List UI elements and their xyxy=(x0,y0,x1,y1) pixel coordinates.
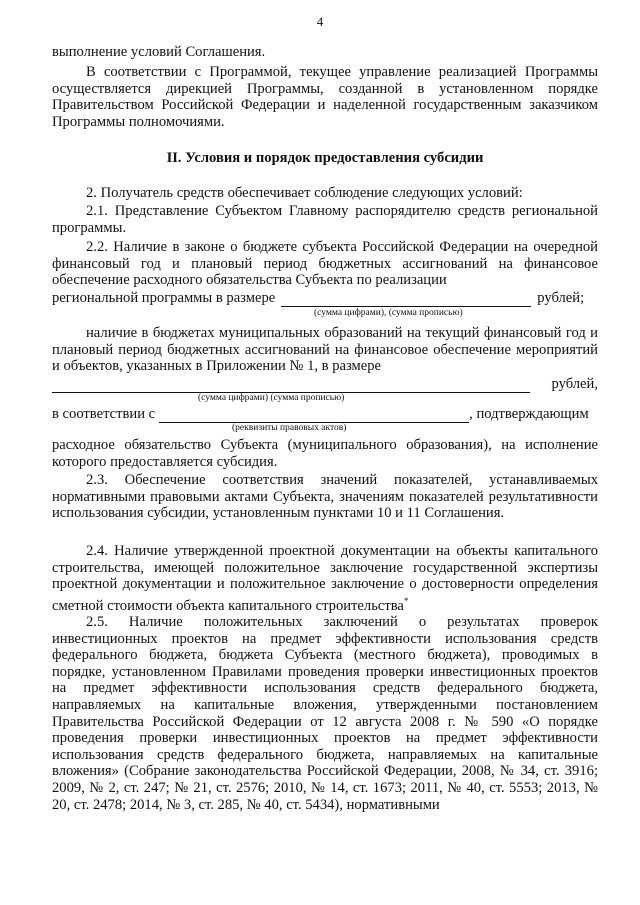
paragraph-2-2: 2.2. Наличие в законе о бюджете субъекта Российской Федерации на очередной финансовый год и плановый период бюджетных ассигнований на финансовое обеспечение расходного обязательства Субъекта по реализации xyxy=(52,239,598,289)
paragraph-2-4-text: 2.4. Наличие утвержденной проектной документации на объекты капитального строительства, имеющей положительное заключение государственной экспертизы проектной документации и положительное заключение о достоверности определения сметной стоимости объекта капитального строительства xyxy=(52,543,598,614)
legal-acts-row xyxy=(52,406,598,423)
page-number: 4 xyxy=(316,14,324,29)
paragraph-2-5: 2.5. Наличие положительных заключений о результатах проверок инвестиционных проектов на предмет эффективности использования средств федерального бюджета, бюджета Субъекта (местного бюджета), проводимых в порядке, установленном Правилами проведения проверки инвестиционных проектов на предмет эффективности использования средств федерального бюджета, направляемых на капитальные вложения, утвержденными постановлением Правительства Российской Федерации от 12 августа 2008 г. № 590 «О порядке проведения проверки инвестиционных проектов на предмет эффективности использования средств федерального бюджета, направляемых на капитальные вложения» (Собрание законодательства Российской Федерации, 2008, № 34, ст. 3916; 2009, № 2, ст. 247; № 21, ст. 2576; 2010, № 14, ст. 1673; 2011, № 40, ст. 5553; 2013, № 20, ст. 2478; 2014, № 3, ст. 285, № 40, ст. 5434), нормативными xyxy=(52,614,598,813)
caption-legal-acts: (реквизиты правовых актов) xyxy=(232,423,347,433)
paragraph-expenditure-obligation: расходное обязательство Субъекта (муниципального образования), на исполнение которого предоставляется субсидия. xyxy=(52,437,598,470)
paragraph-fulfillment: выполнение условий Соглашения. xyxy=(52,44,266,60)
paragraph-municipal-budgets: наличие в бюджетах муниципальных образований на текущий финансовый год и плановый период бюджетных ассигнований на финансовое обеспечение мероприятий и объектов, указанных в Приложении № 1, в размере xyxy=(52,325,598,375)
amount-row-1-suffix: рублей; xyxy=(537,290,585,306)
amount-blank-2[interactable] xyxy=(52,380,530,393)
section-heading: II. Условия и порядок предоставления субсидии xyxy=(166,150,484,166)
amount-row-1 xyxy=(52,290,598,307)
paragraph-2-3: 2.3. Обеспечение соответствия значений показателей, устанавливаемых нормативными правовыми актами Субъекта, значениям показателей результативности использования субсидии, установленным пунктами 10 и 11 Соглашения. xyxy=(52,472,598,522)
caption-amount-2: (сумма цифрами) (сумма прописью) xyxy=(198,393,345,403)
paragraph-2-4 xyxy=(52,543,598,614)
legal-acts-blank[interactable] xyxy=(159,410,469,423)
paragraph-program-management: В соответствии с Программой, текущее управление реализацией Программы осуществляется дирекцией Программы, созданной в установленном порядке Правительством Российской Федерации и наделенной государственным заказчиком Программы полномочиями. xyxy=(52,64,598,130)
footnote-mark: * xyxy=(403,595,409,606)
caption-amount-1: (сумма цифрами), (сумма прописью) xyxy=(314,308,463,318)
amount-row-2 xyxy=(52,376,598,393)
paragraph-conditions-intro: 2. Получатель средств обеспечивает соблюдение следующих условий: xyxy=(86,185,523,201)
legal-acts-suffix: , подтверждающим xyxy=(469,406,589,422)
amount-row-1-label: региональной программы в размере xyxy=(52,290,276,306)
amount-blank-1[interactable] xyxy=(281,294,531,307)
paragraph-2-1: 2.1. Представление Субъектом Главному распорядителю средств региональной программы. xyxy=(52,203,598,236)
amount-row-2-suffix: рублей, xyxy=(551,376,598,392)
legal-acts-label: в соответствии с xyxy=(52,406,156,422)
